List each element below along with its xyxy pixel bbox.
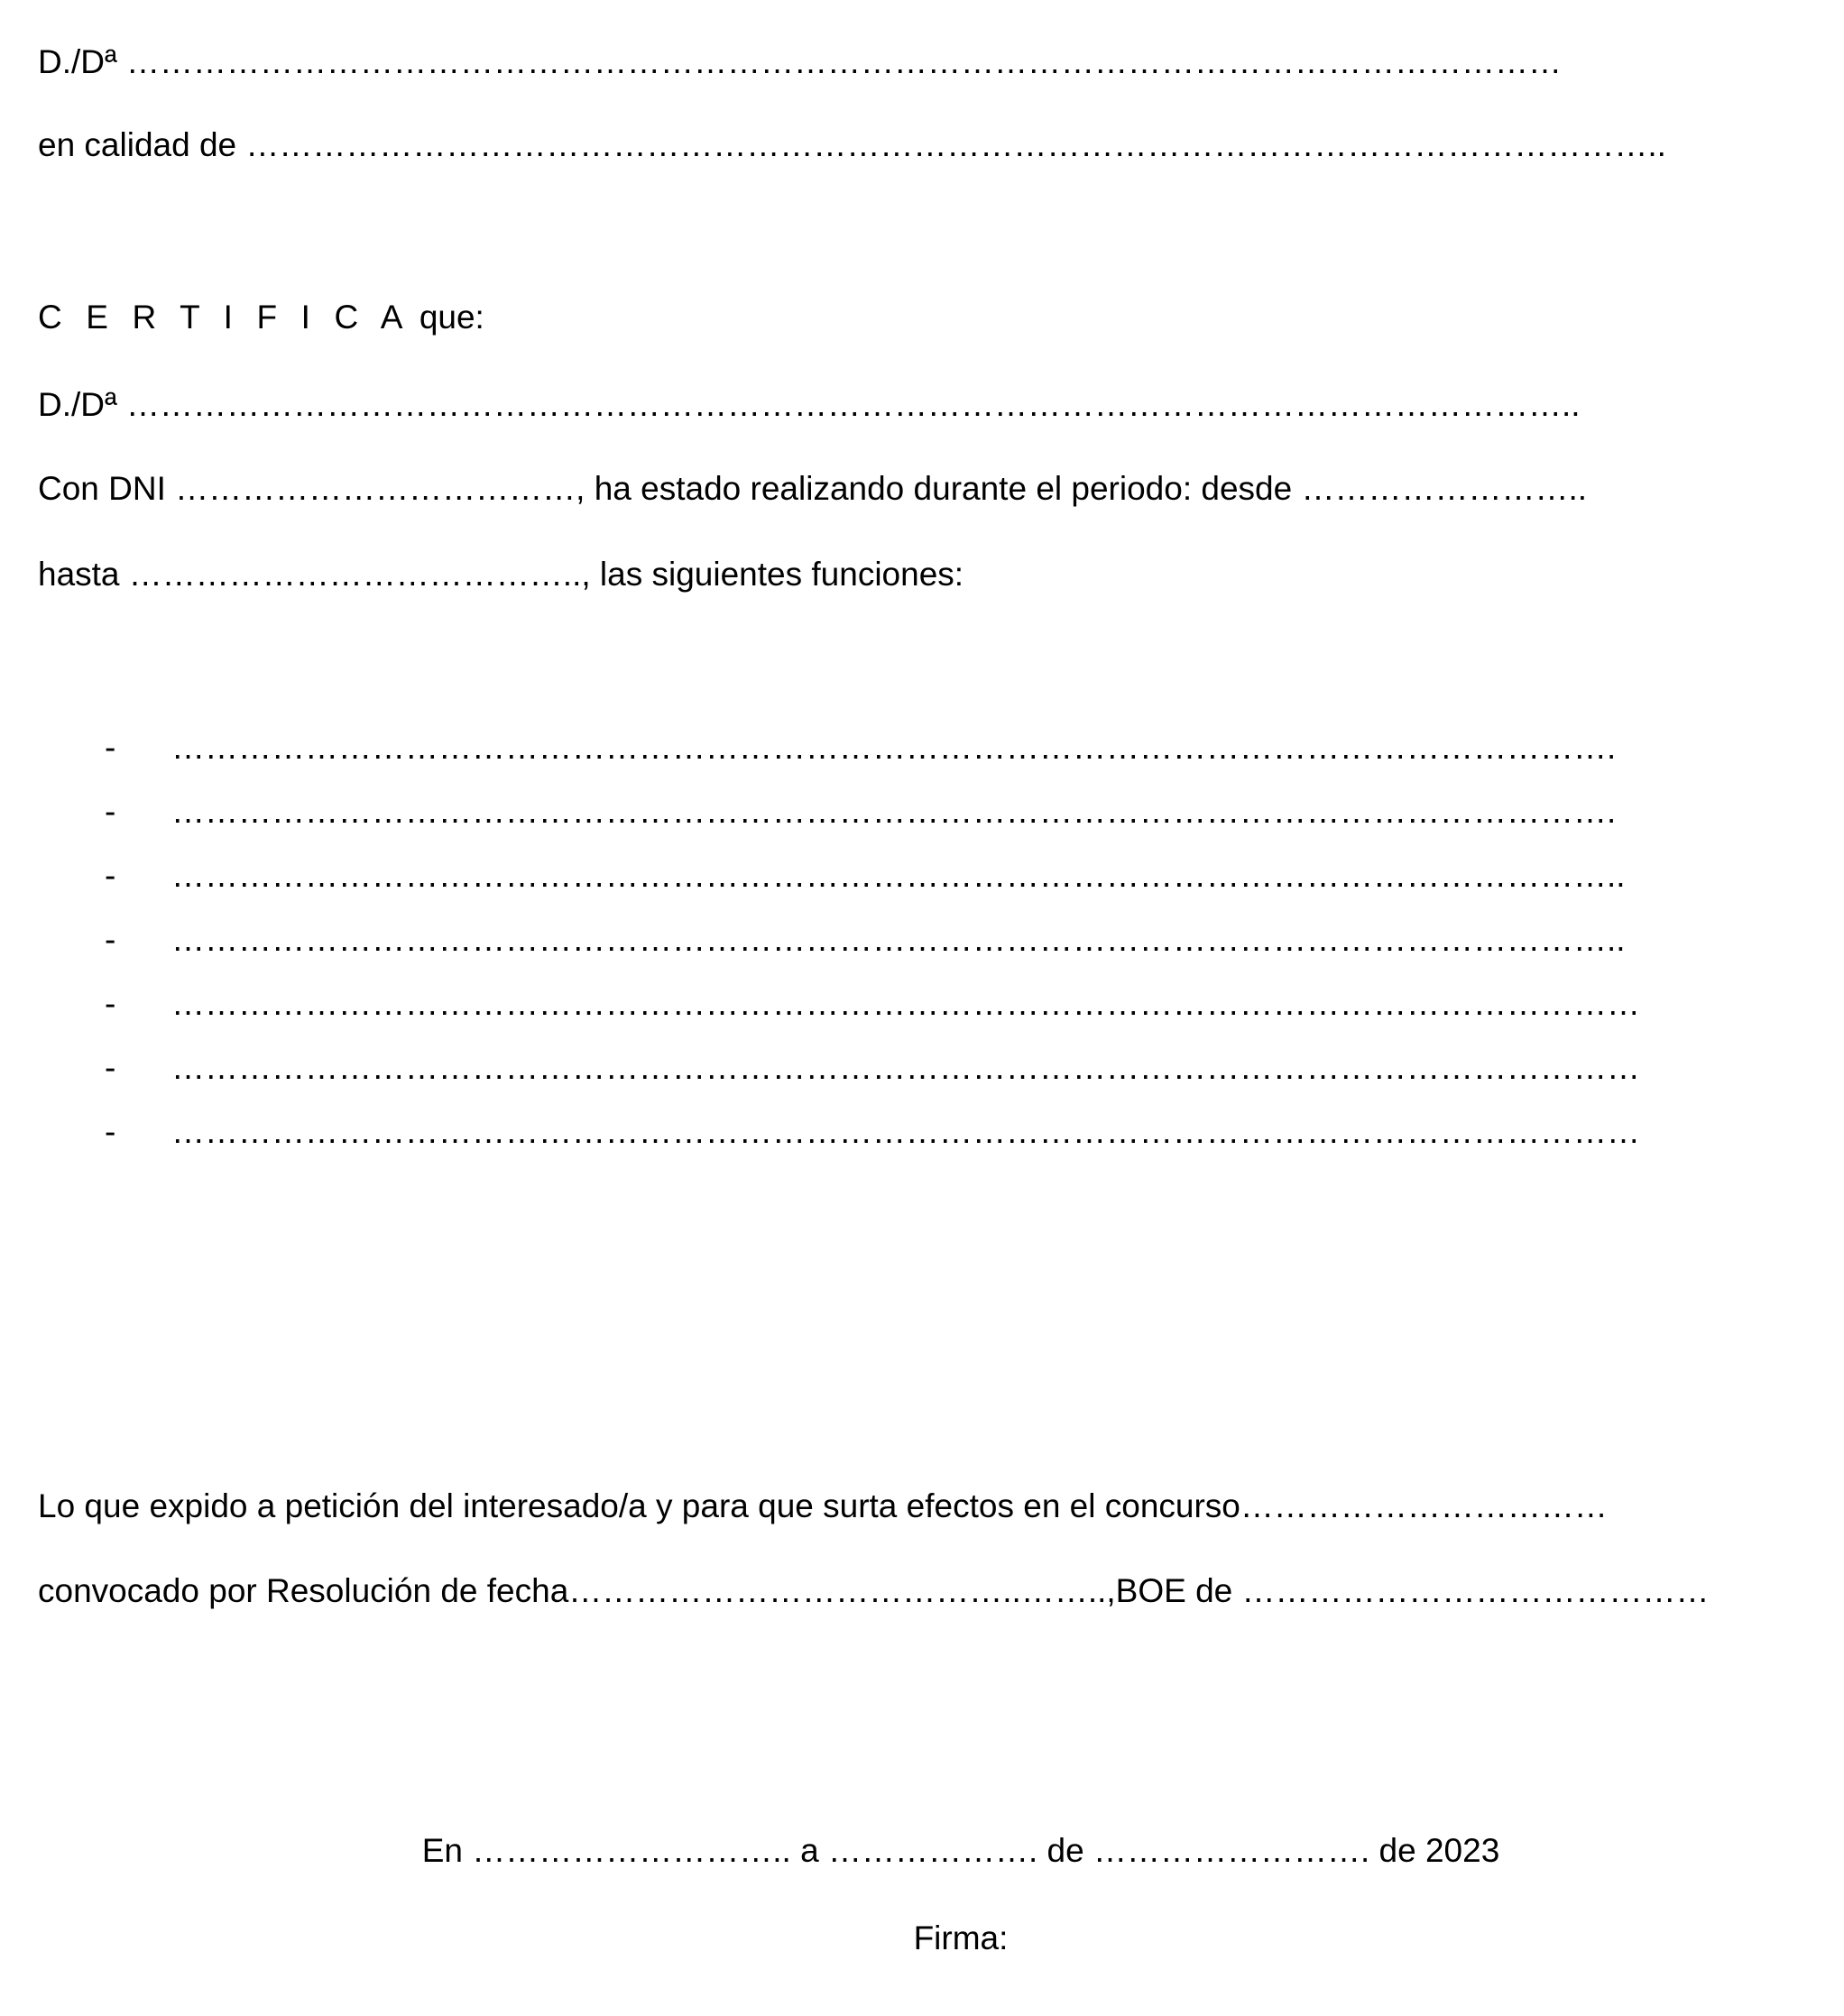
- dni-label: Con DNI: [38, 470, 166, 507]
- function-item-blank: ……………………………………………………………………………………………………………………: [171, 1049, 1640, 1086]
- year-text: de 2023: [1378, 1832, 1500, 1869]
- resolution-date-blank: …………………………………..……..: [568, 1572, 1107, 1609]
- issuer-role-blank: ………………………………………………………………………………………………………………..: [245, 126, 1666, 163]
- employee-name-label: D./Dª: [38, 386, 117, 423]
- function-item-dash: -: [105, 729, 116, 766]
- period-to-blank: …………………………………..: [128, 556, 582, 593]
- dni-blank: ………………………………: [175, 470, 576, 507]
- signature-line: [0, 1921, 1844, 1955]
- contest-blank: ……………………………: [1240, 1487, 1608, 1524]
- boe-label: ,BOE de: [1106, 1572, 1233, 1609]
- function-item-blank: …………………………………………………………………………………………………………………..: [171, 921, 1626, 958]
- function-item-blank: ……………………………………………………………………………………………………………………: [171, 1113, 1640, 1150]
- certifica-word: C E R T I F I C A: [38, 299, 410, 336]
- period-from-blank: ……………………..: [1301, 470, 1588, 507]
- hasta-label: hasta: [38, 556, 120, 593]
- function-item-blank: ………………………………………………………………………………………………………………….: [171, 793, 1617, 830]
- place-blank: ………………………..: [472, 1832, 791, 1869]
- month-label: de: [1046, 1832, 1084, 1869]
- closing-line-1: [38, 1489, 1608, 1523]
- function-item-dash: -: [105, 985, 116, 1022]
- employee-name-line: [38, 388, 1581, 421]
- period-to-line: [38, 557, 963, 591]
- function-item-blank: ……………………………………………………………………………………………………………………: [171, 985, 1640, 1022]
- certifica-heading: [38, 300, 484, 334]
- functions-intro-text: , las siguientes funciones:: [581, 556, 964, 593]
- employee-name-blank: …………………………………………………………………………………………………………………..: [125, 386, 1581, 423]
- boe-blank: ……………………………………: [1241, 1572, 1710, 1609]
- day-label: a: [800, 1832, 819, 1869]
- function-item-dash: -: [105, 857, 116, 894]
- issuer-name-line: [38, 45, 1562, 78]
- month-blank: …………………….: [1093, 1832, 1370, 1869]
- period-text: , ha estado realizando durante el periodo: desde: [576, 470, 1293, 507]
- function-item-dash: -: [105, 1049, 116, 1086]
- place-date-line: [0, 1834, 1844, 1867]
- certifica-suffix: que:: [419, 299, 484, 336]
- issuer-name-label: D./Dª: [38, 43, 117, 80]
- day-blank: ……………….: [827, 1832, 1038, 1869]
- function-item-dash: -: [105, 793, 116, 830]
- issuer-role-label: en calidad de: [38, 126, 237, 163]
- issuer-name-blank: …………………………………………………………………………………………………………………: [125, 43, 1562, 80]
- closing-line-2: [38, 1574, 1710, 1607]
- issuer-role-line: [38, 128, 1666, 161]
- function-item-dash: -: [105, 1113, 116, 1150]
- place-label: En: [421, 1832, 463, 1869]
- closing-text-2: convocado por Resolución de fecha: [38, 1572, 569, 1609]
- dni-period-line: [38, 472, 1587, 505]
- function-item-blank: ………………………………………………………………………………………………………………….: [171, 729, 1617, 766]
- function-item-dash: -: [105, 921, 116, 958]
- function-item-blank: …………………………………………………………………………………………………………………..: [171, 857, 1626, 894]
- closing-text-1: Lo que expido a petición del interesado/a y para que surta efectos en el concurso: [38, 1487, 1240, 1524]
- signature-label: Firma:: [913, 1919, 1009, 1956]
